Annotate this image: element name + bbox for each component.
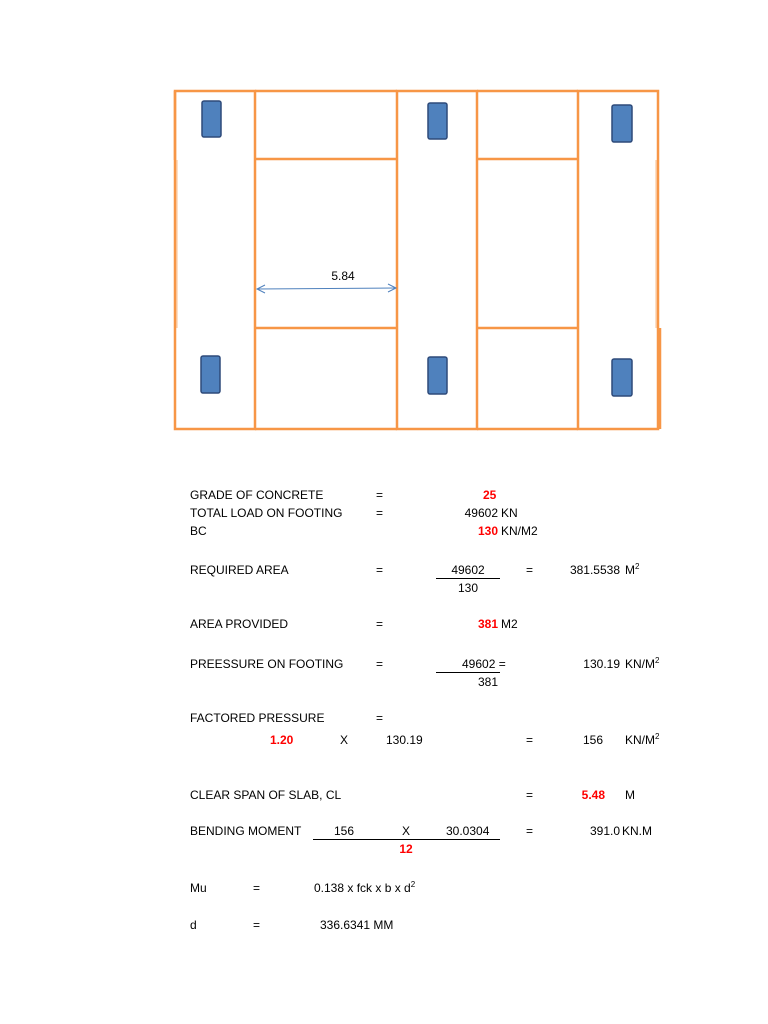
required-area-unit: $M^2$: [625, 562, 640, 577]
area-provided-value: 381: [477, 617, 498, 631]
grade-value: 25: [483, 488, 497, 502]
area-provided-eq: =: [376, 617, 384, 631]
d-value: 336.6341 MM: [320, 918, 394, 932]
bending-eq: =: [526, 824, 534, 838]
column-top-left: [202, 101, 221, 137]
bc-value: 130: [477, 524, 498, 538]
area-provided-unit: M2: [501, 617, 518, 631]
column-top-right: [612, 105, 632, 142]
mu-eq: =: [253, 881, 261, 895]
footing-plan-drawing: [0, 0, 768, 460]
required-area-eq: =: [376, 563, 384, 577]
factored-x: X: [340, 733, 349, 747]
column-bottom-left: [201, 356, 220, 393]
factored-unit: $KN/M^2$: [625, 732, 660, 747]
total-load-label: TOTAL LOAD ON FOOTING: [190, 506, 343, 520]
clear-span-unit: M: [625, 788, 635, 802]
required-area-label: REQUIRED AREA: [190, 563, 289, 577]
factored-label: FACTORED PRESSURE: [190, 711, 325, 725]
area-provided-label: AREA PROVIDED: [190, 617, 289, 631]
required-area-result: 381.5538: [569, 563, 620, 577]
pressure-denominator: 381: [477, 675, 499, 689]
span-dimension-label: 5.84: [331, 269, 355, 283]
mu-formula: 0.138 x fck x b x $d^2$: [314, 880, 416, 895]
bending-a: 156: [334, 824, 355, 838]
factored-value: 130.19: [386, 733, 423, 747]
pressure-numerator: 49602 =: [462, 657, 506, 671]
bending-fraction-bar: [313, 839, 500, 840]
column-top-middle: [428, 103, 447, 139]
bending-label: BENDING MOMENT: [190, 824, 302, 838]
required-area-numerator: 49602: [451, 563, 485, 577]
column-bottom-right: [612, 359, 632, 396]
required-area-fraction-bar: [436, 578, 500, 579]
total-load-unit: KN: [501, 506, 518, 520]
clear-span-eq: =: [526, 788, 534, 802]
factored-factor: 1.20: [270, 733, 294, 747]
clear-span-value: 5.48: [581, 788, 605, 802]
grade-eq: =: [376, 488, 384, 502]
clear-span-label: CLEAR SPAN OF SLAB, CL: [190, 788, 342, 802]
bending-x: X: [402, 824, 411, 838]
pressure-label: PREESSURE ON FOOTING: [190, 657, 344, 671]
pressure-eq: =: [376, 657, 384, 671]
bending-denominator: 12: [399, 842, 413, 856]
d-label: d: [190, 918, 197, 932]
factored-result: 156: [582, 733, 603, 747]
total-load-eq: =: [376, 506, 384, 520]
pressure-result: 130.19: [583, 657, 620, 671]
bc-unit: KN/M2: [501, 524, 538, 538]
d-eq: =: [253, 918, 261, 932]
span-dimension-arrow: [257, 284, 396, 293]
bending-unit: KN.M: [622, 824, 652, 838]
column-bottom-middle: [428, 357, 447, 394]
bc-label: BC: [190, 524, 207, 538]
bending-result: 391.0: [589, 824, 620, 838]
pressure-unit: $KN/M^2$: [625, 656, 660, 671]
grade-label: GRADE OF CONCRETE: [190, 488, 324, 502]
factored-eq: =: [376, 711, 384, 725]
pressure-fraction-bar: [436, 672, 500, 673]
factored-eq2: =: [526, 733, 534, 747]
total-load-value: 49602: [464, 506, 498, 520]
bending-b: 30.0304: [446, 824, 490, 838]
required-area-denominator: 130: [457, 581, 479, 595]
beam-outlines: [175, 91, 660, 429]
mu-label: Mu: [190, 881, 207, 895]
required-area-eq2: =: [526, 563, 534, 577]
